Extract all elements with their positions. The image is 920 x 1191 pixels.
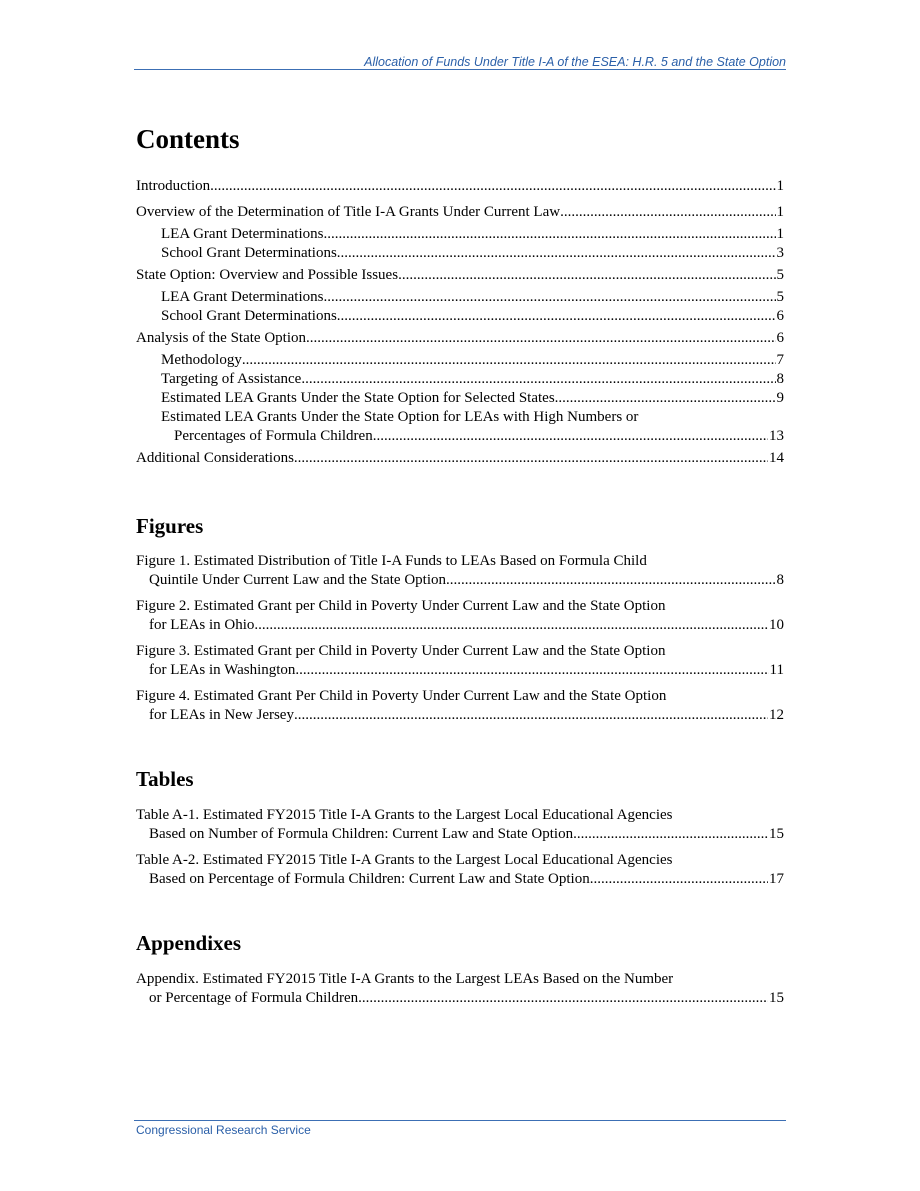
page-number: 8 xyxy=(776,572,784,588)
toc-entry[interactable]: Figure 1. Estimated Distribution of Title I-A Funds to LEAs Based on Formula Child Quintile Under Current Law and the State Option ..... 8 xyxy=(136,552,784,590)
contents-heading: Contents xyxy=(136,124,240,154)
toc-entry[interactable]: Table A-2. Estimated FY2015 Title I-A Grants to the Largest Local Educational Agencies Based on Percentage of Formula Children: Current Law and State Option ..... 17 xyxy=(136,851,784,889)
footer-rule xyxy=(134,1120,786,1121)
page-number: 15 xyxy=(769,826,784,842)
page-number: 9 xyxy=(776,390,784,406)
appendixes-heading: Appendixes xyxy=(136,931,242,955)
toc-entry[interactable]: State Option: Overview and Possible Issues ..... 5 xyxy=(136,266,784,285)
page-number: 1 xyxy=(776,226,784,242)
running-header-title: Allocation of Funds Under Title I-A of the ESEA: H.R. 5 and the State Option xyxy=(364,55,786,69)
page-number: 6 xyxy=(776,330,784,346)
figures-heading: Figures xyxy=(136,514,204,538)
page-number: 8 xyxy=(776,371,784,387)
page-number: 1 xyxy=(776,178,784,194)
toc-entry[interactable]: School Grant Determinations ..... 6 xyxy=(136,307,784,326)
page-number: 5 xyxy=(776,267,784,283)
toc-entry[interactable]: School Grant Determinations ..... 3 xyxy=(136,244,784,263)
header-rule xyxy=(134,69,786,70)
page-number: 14 xyxy=(769,450,784,466)
page-number: 17 xyxy=(769,871,784,887)
toc-entry[interactable]: Table A-1. Estimated FY2015 Title I-A Grants to the Largest Local Educational Agencies Based on Number of Formula Children: Current Law and State Option ..... 15 xyxy=(136,806,784,844)
tables-heading: Tables xyxy=(136,767,194,791)
page-number: 11 xyxy=(769,662,784,678)
toc-entry[interactable]: Figure 4. Estimated Grant Per Child in Poverty Under Current Law and the State Option for LEAs in New Jersey ..... 12 xyxy=(136,687,784,725)
footer-text: Congressional Research Service xyxy=(136,1123,311,1137)
toc-entry[interactable]: Introduction ..... 1 xyxy=(136,177,784,196)
appendixes-list xyxy=(136,970,784,1008)
contents-list xyxy=(136,177,784,468)
toc-entry[interactable]: Methodology ..... 7 xyxy=(136,351,784,370)
toc-entry[interactable]: Targeting of Assistance ..... 8 xyxy=(136,370,784,389)
page-number: 1 xyxy=(776,204,784,220)
toc-entry[interactable]: Estimated LEA Grants Under the State Option for LEAs with High Numbers or Percentages of Formula Children ..... 13 xyxy=(136,408,784,446)
page-number: 10 xyxy=(769,617,784,633)
toc-entry[interactable]: LEA Grant Determinations ..... 1 xyxy=(136,225,784,244)
toc-entry[interactable]: Figure 3. Estimated Grant per Child in Poverty Under Current Law and the State Option for LEAs in Washington ..... 11 xyxy=(136,642,784,680)
page-number: 5 xyxy=(776,289,784,305)
page-number: 15 xyxy=(769,990,784,1006)
toc-entry[interactable]: Additional Considerations ..... 14 xyxy=(136,449,784,468)
toc-entry[interactable]: Appendix. Estimated FY2015 Title I-A Grants to the Largest LEAs Based on the Number or Percentage of Formula Children ..... 15 xyxy=(136,970,784,1008)
toc-entry[interactable]: LEA Grant Determinations ..... 5 xyxy=(136,288,784,307)
toc-entry[interactable]: Estimated LEA Grants Under the State Option for Selected States ..... 9 xyxy=(136,389,784,408)
page-number: 6 xyxy=(776,308,784,324)
toc-entry[interactable]: Analysis of the State Option ..... 6 xyxy=(136,329,784,348)
toc-entry[interactable]: Figure 2. Estimated Grant per Child in Poverty Under Current Law and the State Option for LEAs in Ohio ..... 10 xyxy=(136,597,784,635)
figures-list xyxy=(136,552,784,725)
toc-entry[interactable]: Overview of the Determination of Title I-A Grants Under Current Law ..... 1 xyxy=(136,203,784,222)
page-number: 3 xyxy=(776,245,784,261)
page-number: 7 xyxy=(776,352,784,368)
page-number: 13 xyxy=(769,428,784,444)
page-number: 12 xyxy=(769,707,784,723)
tables-list xyxy=(136,806,784,889)
